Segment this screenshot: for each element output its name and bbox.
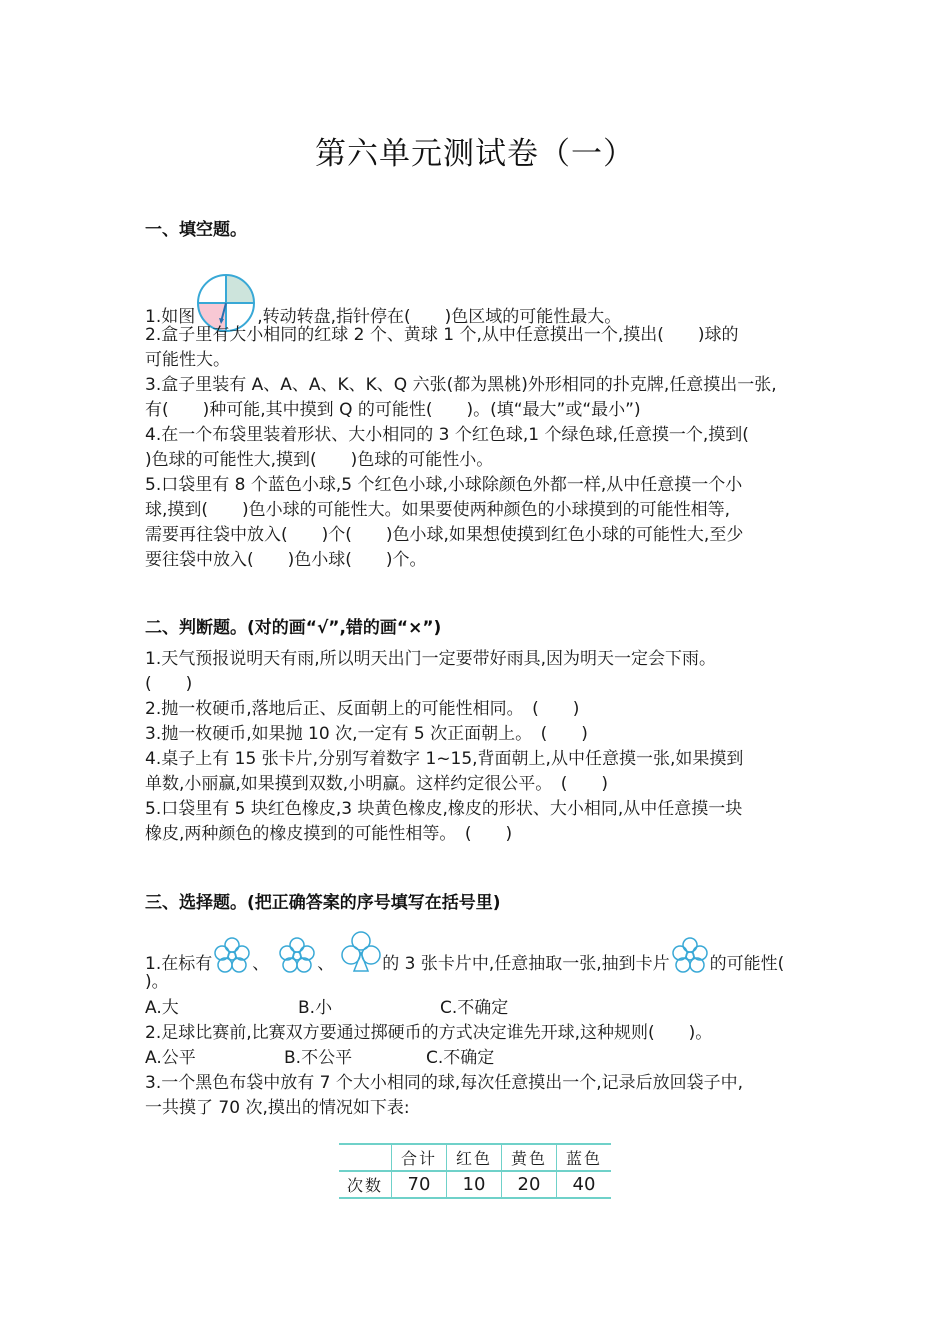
q4-line-1: 4.在一个布袋里装着形状、大小相同的 3 个红色球,1 个绿色球,任意摸一个,摸到( — [145, 425, 749, 445]
cq2-option-a: A.公平 — [145, 1048, 196, 1068]
table-header-cell — [339, 1144, 392, 1171]
tf-line-1: 1.天气预报说明天有雨,所以明天出门一定要带好雨具,因为明天一定会下雨。 — [145, 649, 717, 669]
page-title: 第六单元测试卷（一） — [315, 136, 635, 172]
choice-question-1 — [145, 942, 784, 986]
table-header-cell: 红色 — [447, 1144, 502, 1171]
flower-card-icon — [277, 937, 317, 975]
q5-line-2: 球,摸到( )色小球的可能性大。如果要使两种颜色的小球摸到的可能性相等, — [145, 500, 731, 520]
tf-line-2: ( ) — [145, 674, 193, 694]
true-false-questions — [145, 647, 815, 847]
cq2-option-b: B.不公平 — [284, 1048, 353, 1068]
table-cell: 70 — [392, 1171, 447, 1198]
tf-line-3: 2.抛一枚硬币,落地后正、反面朝上的可能性相同。 ( ) — [145, 699, 580, 719]
section-choice-heading: 三、选择题。(把正确答案的序号填写在括号里) — [145, 893, 501, 913]
tf-line-8: 橡皮,两种颜色的橡皮摸到的可能性相等。 ( ) — [145, 824, 513, 844]
cq1-sep1: 、 — [252, 954, 270, 974]
q2-line-2: 可能性大。 — [145, 350, 230, 370]
q3-line-1: 3.盒子里装有 A、A、A、K、K、Q 六张(都为黑桃)外形相同的扑克牌,任意摸出一张, — [145, 375, 777, 395]
choice-question-2: 2.足球比赛前,比赛双方要通过掷硬币的方式决定谁先开球,这种规则( )。 — [145, 1023, 713, 1043]
cq1-sep2: 、 — [317, 954, 335, 974]
table-cell: 40 — [557, 1171, 612, 1198]
table-cell: 20 — [502, 1171, 557, 1198]
q4-line-2: )色球的可能性大,摸到( )色球的可能性小。 — [145, 450, 494, 470]
q3-line-2: 有( )种可能,其中摸到 Q 的可能性( )。(填“最大”或“最小”) — [145, 400, 641, 420]
cq1-line-2: )。 — [145, 972, 169, 992]
table-cell: 10 — [447, 1171, 502, 1198]
section-true-false-heading: 二、判断题。(对的画“√”,错的画“×”) — [145, 618, 442, 638]
tf-line-7: 5.口袋里有 5 块红色橡皮,3 块黄色橡皮,橡皮的形状、大小相同,从中任意摸一块 — [145, 799, 743, 819]
cq3-line-1: 3.一个黑色布袋中放有 7 个大小相同的球,每次任意摸出一个,记录后放回袋子中, — [145, 1073, 744, 1093]
tf-line-5: 4.桌子上有 15 张卡片,分别写着数字 1~15,背面朝上,从中任意摸一张,如果摸到 — [145, 749, 744, 769]
question-1-4 — [145, 423, 815, 473]
question-1-2 — [145, 323, 815, 373]
club-card-icon — [340, 931, 382, 975]
table-header-cell: 合计 — [392, 1144, 447, 1171]
question-1-5 — [145, 473, 815, 573]
q5-line-1: 5.口袋里有 8 个蓝色小球,5 个红色小球,小球除颜色外都一样,从中任意摸一个小 — [145, 475, 743, 495]
q2-line-1: 2.盒子里有大小相同的红球 2 个、黄球 1 个,从中任意摸出一个,摸出( )球的 — [145, 325, 739, 345]
table-header-row — [339, 1144, 611, 1171]
question-1-3 — [145, 373, 815, 423]
q1-before: 1.如图 — [145, 307, 196, 327]
flower-card-icon — [212, 937, 252, 975]
cq3-line-2: 一共摸了 70 次,摸出的情况如下表: — [145, 1098, 410, 1118]
q5-line-3: 需要再往袋中放入( )个( )色小球,如果想使摸到红色小球的可能性大,至少 — [145, 525, 744, 545]
q1-after: ,转动转盘,指针停在( )色区域的可能性最大。 — [257, 307, 622, 327]
flower-card-icon — [670, 937, 710, 975]
cq1-option-a: A.大 — [145, 998, 179, 1018]
cq2-option-c: C.不确定 — [426, 1048, 495, 1068]
ball-draw-table — [339, 1143, 611, 1199]
table-header-cell: 蓝色 — [557, 1144, 612, 1171]
choice-question-3 — [145, 1071, 815, 1121]
q5-line-4: 要往袋中放入( )色小球( )个。 — [145, 550, 427, 570]
cq1-prefix: 1.在标有 — [145, 954, 213, 974]
tf-line-4: 3.抛一枚硬币,如果抛 10 次,一定有 5 次正面朝上。 ( ) — [145, 724, 588, 744]
cq1-option-c: C.不确定 — [440, 998, 509, 1018]
table-header-cell: 黄色 — [502, 1144, 557, 1171]
cq1-option-b: B.小 — [298, 998, 333, 1018]
table-row — [339, 1171, 611, 1198]
tf-line-6: 单数,小丽赢,如果摸到双数,小明赢。这样约定很公平。 ( ) — [145, 774, 608, 794]
cq1-suffix: 的可能性( — [709, 954, 785, 974]
table-row-label: 次数 — [339, 1171, 392, 1198]
section-fill-blank-heading: 一、填空题。 — [145, 220, 247, 240]
cq1-middle: 的 3 张卡片中,任意抽取一张,抽到卡片 — [382, 954, 670, 974]
